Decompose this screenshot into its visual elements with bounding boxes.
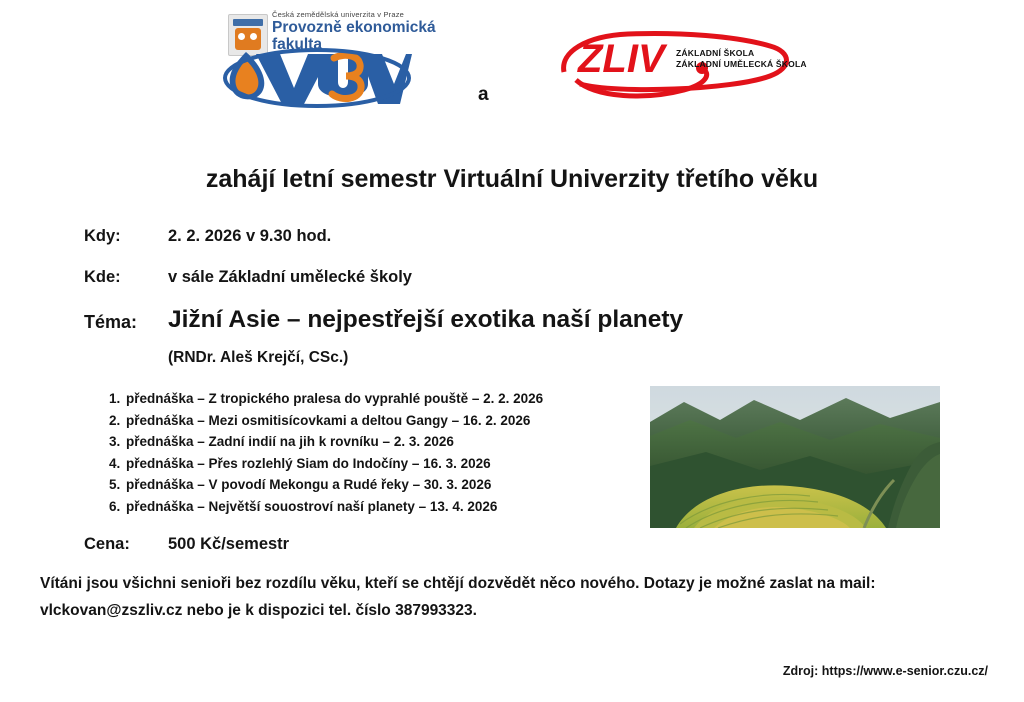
list-item: 6. přednáška – Největší souostroví naší planety – 13. 4. 2026 <box>124 496 543 518</box>
rice-terraces-photo <box>650 386 940 528</box>
value-author: (RNDr. Aleš Krejčí, CSc.) <box>168 349 349 366</box>
zliv-subtitle-line2: ZÁKLADNÍ UMĚLECKÁ ŠKOLA <box>676 59 807 69</box>
value-topic: Jižní Asie – nejpestřejší exotika naší planety <box>168 306 684 333</box>
header-logos <box>0 0 1024 130</box>
zliv-subtitle-line1: ZÁKLADNÍ ŠKOLA <box>676 48 755 58</box>
list-item: 3. přednáška – Zadní indií na jih k rovníku – 2. 3. 2026 <box>124 431 543 453</box>
pef-faculty-line2: fakulta <box>272 36 322 53</box>
vu3v-logo <box>222 46 412 108</box>
value-price: 500 Kč/semestr <box>168 535 290 553</box>
photo-graphic <box>650 386 940 528</box>
label-when: Kdy: <box>84 227 121 245</box>
list-item: 4. přednáška – Přes rozlehlý Siam do Indočíny – 16. 3. 2026 <box>124 453 543 475</box>
pef-faculty-line1: Provozně ekonomická <box>272 19 436 36</box>
vu3v-logo-graphic <box>222 46 412 108</box>
list-item: 1. přednáška – Z tropického pralesa do vyprahlé pouště – 2. 2. 2026 <box>124 388 543 410</box>
connector-text: a <box>478 84 489 105</box>
page-title: zahájí letní semestr Virtuální Univerzity třetího věku <box>205 165 819 193</box>
logo-bar <box>233 19 263 26</box>
list-item: 2. přednáška – Mezi osmitisícovkami a deltou Gangy – 16. 2. 2026 <box>124 410 543 432</box>
list-item: 5. přednáška – V povodí Mekongu a Rudé řeky – 30. 3. 2026 <box>124 474 543 496</box>
lecture-list <box>96 388 543 517</box>
value-where: v sále Základní umělecké školy <box>168 268 412 286</box>
invitation-paragraph: Vítáni jsou všichni senioři bez rozdílu věku, kteří se chtějí dozvědět něco nového. Dotazy je možné zaslat na mail: vlckovan@zszliv.cz nebo je k dispozici tel. číslo 387993323. <box>40 575 876 619</box>
label-topic: Téma: <box>84 312 138 332</box>
label-price: Cena: <box>84 535 130 553</box>
label-where: Kde: <box>84 268 121 286</box>
zliv-subtitle <box>676 48 807 70</box>
svg-text:ZLIV: ZLIV <box>578 37 665 81</box>
pef-university-line: Česká zemědělská univerzita v Praze <box>272 10 405 19</box>
value-when: 2. 2. 2026 v 9.30 hod. <box>168 227 332 245</box>
source-line[interactable]: Zdroj: https://www.e-senior.czu.cz/ <box>782 664 988 678</box>
